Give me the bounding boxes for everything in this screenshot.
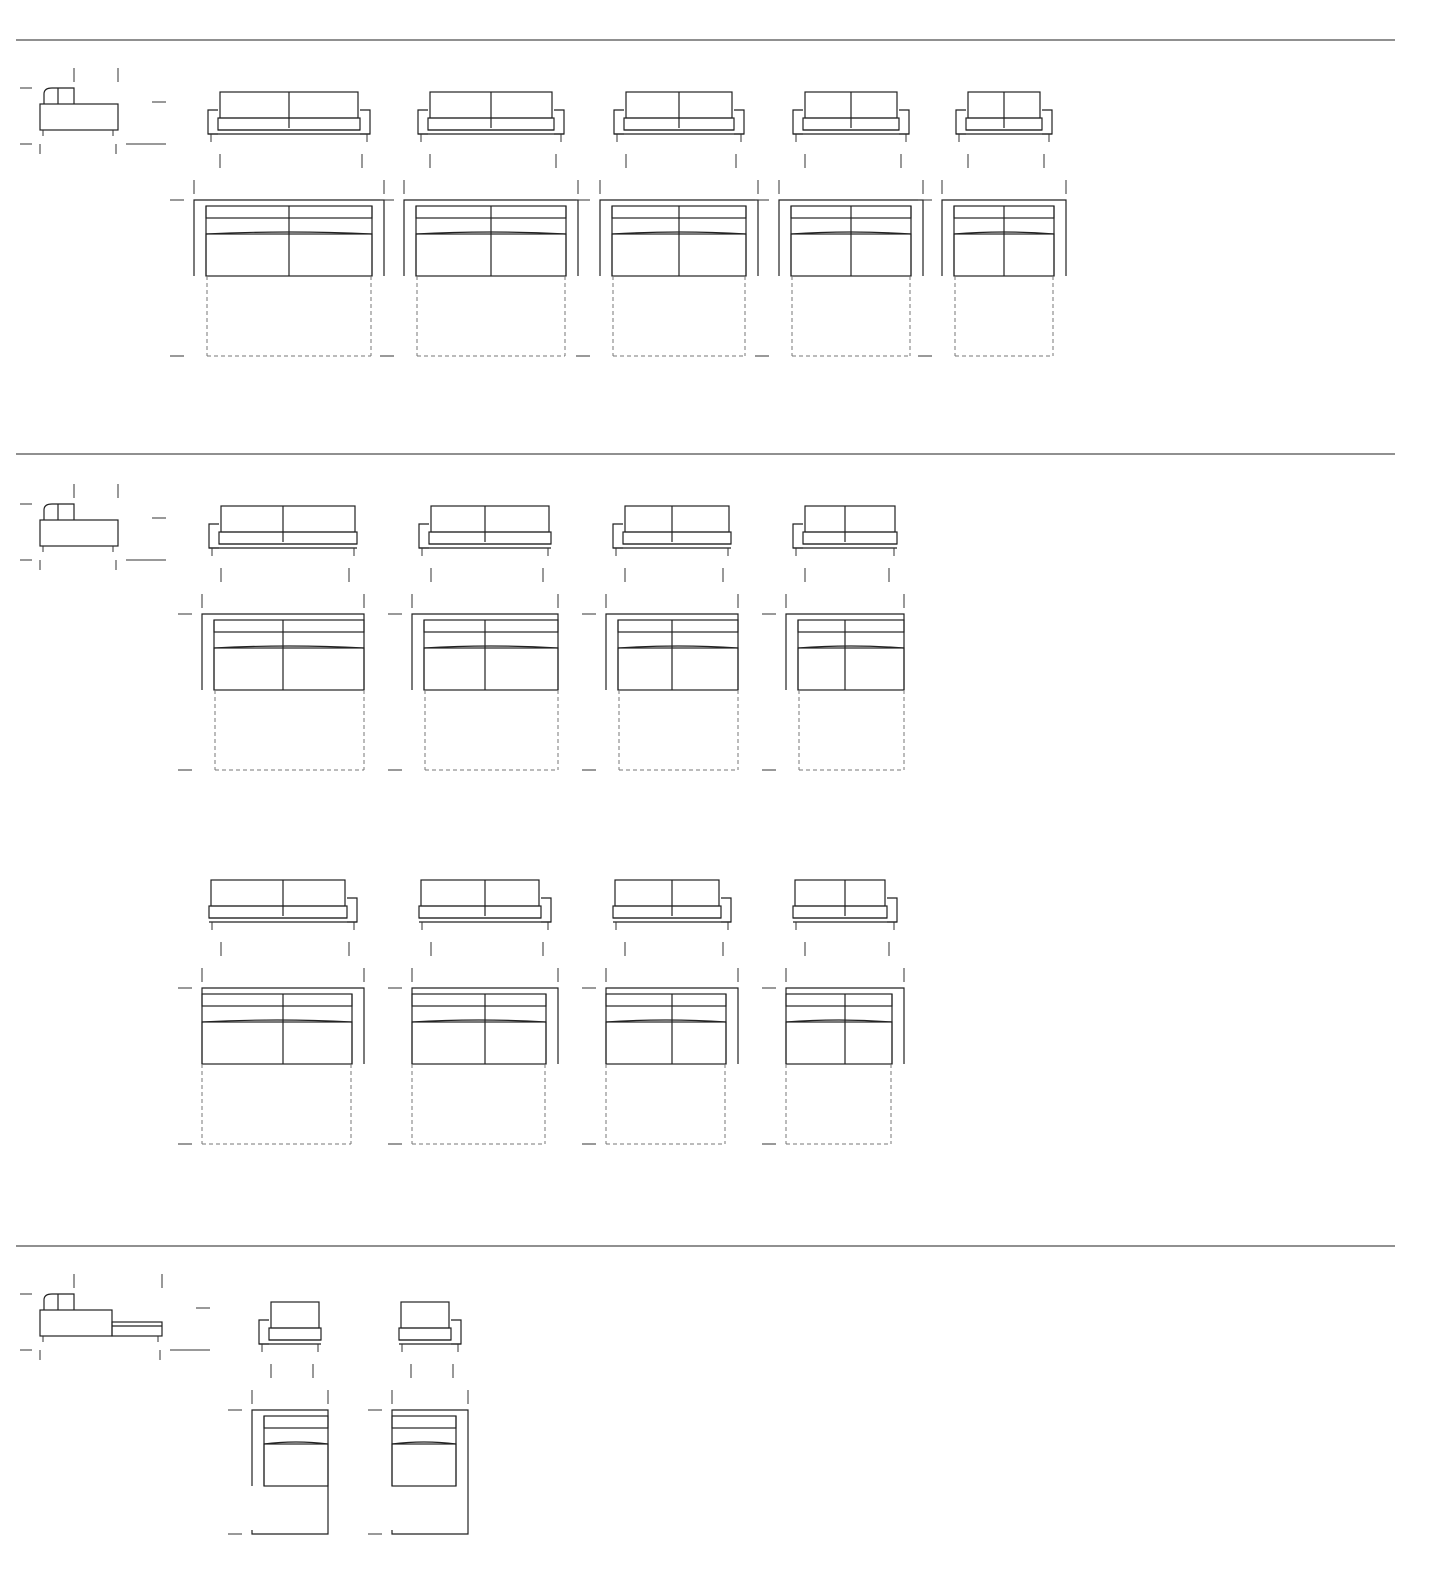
section-2 — [16, 454, 1395, 1144]
model-2506 — [582, 880, 738, 1144]
model-3006 — [388, 880, 558, 1144]
model-2006 — [762, 880, 904, 1144]
model-5100 — [228, 1302, 328, 1534]
section-3 — [16, 1246, 1395, 1534]
model-2000 — [755, 92, 923, 356]
model-2500 — [576, 92, 758, 356]
side-profile — [20, 1274, 210, 1360]
model-3500 — [170, 92, 384, 356]
model-3000 — [380, 92, 578, 356]
model-2505 — [582, 506, 738, 770]
model-5101 — [368, 1302, 468, 1534]
model-2005 — [762, 506, 904, 770]
side-profile — [20, 484, 166, 570]
model-1000 — [918, 92, 1066, 356]
model-3505 — [178, 506, 364, 770]
model-3005 — [388, 506, 558, 770]
section-1 — [16, 40, 1395, 356]
model-3506 — [178, 880, 364, 1144]
side-profile — [20, 68, 166, 154]
